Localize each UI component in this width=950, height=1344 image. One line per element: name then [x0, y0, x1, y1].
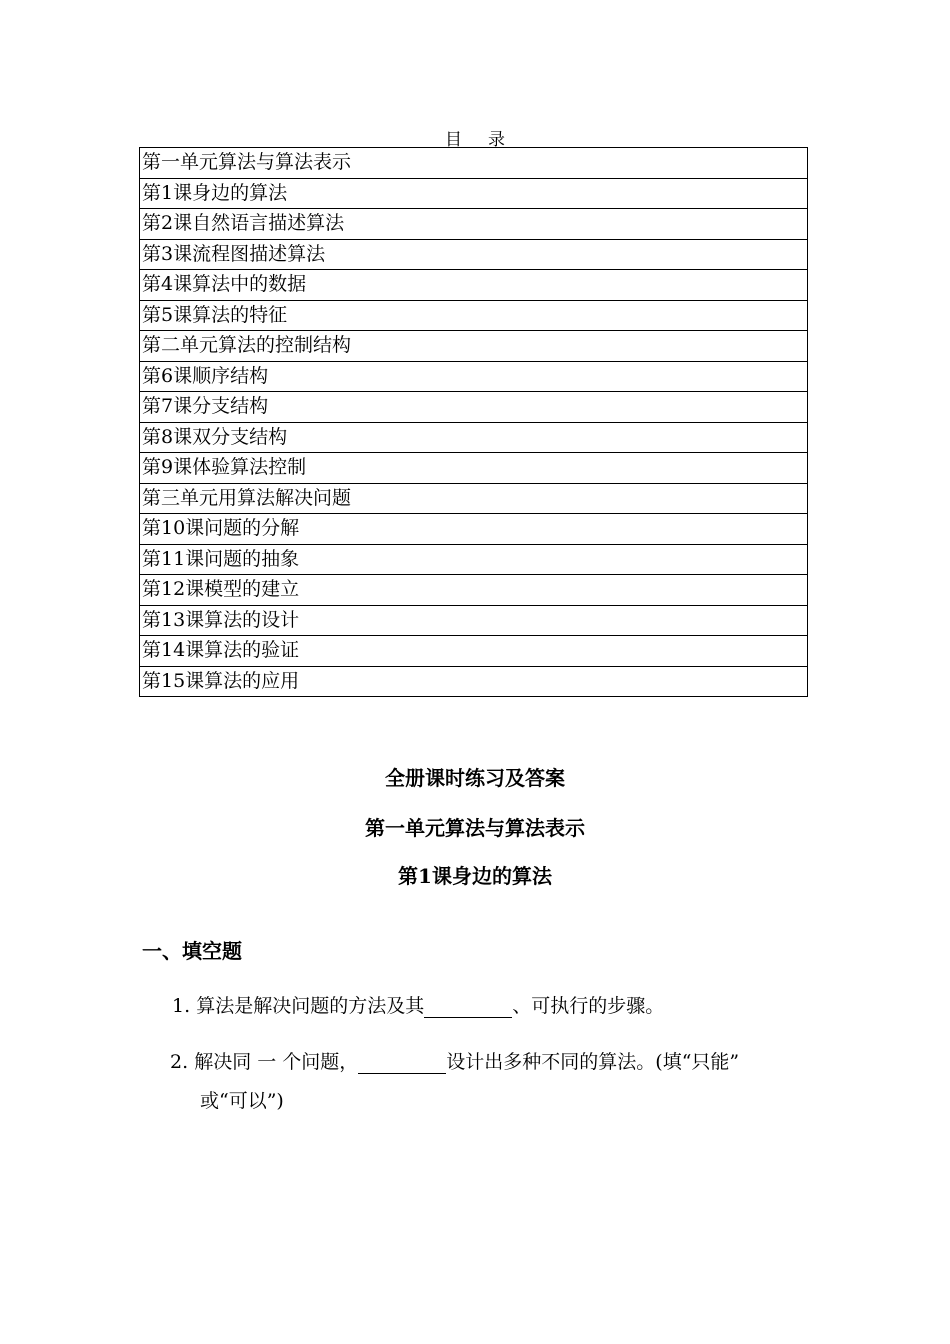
toc-row — [140, 361, 808, 392]
toc-item[interactable]: 第11课问题的抽象 — [140, 544, 808, 575]
question-2 — [170, 1047, 739, 1074]
question-number: 2. — [170, 1051, 189, 1073]
toc-item[interactable]: 第一单元算法与算法表示 — [140, 148, 808, 179]
answer-blank[interactable] — [358, 1053, 446, 1074]
toc-row — [140, 514, 808, 545]
toc-row — [140, 666, 808, 697]
answer-blank[interactable] — [424, 997, 512, 1018]
question-text: 、可执行的步骤。 — [512, 995, 665, 1017]
toc-row — [140, 636, 808, 667]
toc-table — [139, 147, 808, 697]
toc-item[interactable]: 第三单元用算法解决问题 — [140, 483, 808, 514]
toc-item[interactable]: 第10课问题的分解 — [140, 514, 808, 545]
lesson-title: 第1课身边的算法 — [398, 864, 552, 888]
toc-item[interactable]: 第5课算法的特征 — [140, 300, 808, 331]
toc-row — [140, 544, 808, 575]
toc-item[interactable]: 第二单元算法的控制结构 — [140, 331, 808, 362]
unit-title: 第一单元算法与算法表示 — [365, 816, 585, 840]
toc-row — [140, 575, 808, 606]
toc-row — [140, 331, 808, 362]
toc-item[interactable]: 第14课算法的验证 — [140, 636, 808, 667]
question-text: 设计出多种不同的算法。(填“只能” — [446, 1051, 740, 1073]
question-text: 算法是解决问题的方法及其 — [196, 995, 425, 1017]
toc-item[interactable]: 第12课模型的建立 — [140, 575, 808, 606]
toc-item[interactable]: 第8课双分支结构 — [140, 422, 808, 453]
toc-row — [140, 239, 808, 270]
toc-item[interactable]: 第13课算法的设计 — [140, 605, 808, 636]
question-text: 解决同 一 个问题， — [194, 1051, 359, 1073]
main-title: 全册课时练习及答案 — [385, 766, 565, 790]
question-1 — [172, 991, 664, 1018]
toc-row — [140, 483, 808, 514]
section-title: 一、填空题 — [142, 939, 242, 963]
toc-title: 目录 — [445, 130, 531, 150]
toc-row — [140, 148, 808, 179]
toc-item[interactable]: 第9课体验算法控制 — [140, 453, 808, 484]
toc-row — [140, 270, 808, 301]
toc-row — [140, 605, 808, 636]
toc-row — [140, 178, 808, 209]
toc-item[interactable]: 第2课自然语言描述算法 — [140, 209, 808, 240]
question-2-continuation: 或“可以”) — [200, 1090, 284, 1112]
toc-row — [140, 300, 808, 331]
toc-row — [140, 209, 808, 240]
toc-row — [140, 392, 808, 423]
question-number: 1. — [172, 995, 191, 1017]
toc-item[interactable]: 第1课身边的算法 — [140, 178, 808, 209]
toc-row — [140, 453, 808, 484]
toc-item[interactable]: 第4课算法中的数据 — [140, 270, 808, 301]
toc-row — [140, 422, 808, 453]
toc-item[interactable]: 第3课流程图描述算法 — [140, 239, 808, 270]
toc-item[interactable]: 第6课顺序结构 — [140, 361, 808, 392]
toc-item[interactable]: 第7课分支结构 — [140, 392, 808, 423]
toc-item[interactable]: 第15课算法的应用 — [140, 666, 808, 697]
